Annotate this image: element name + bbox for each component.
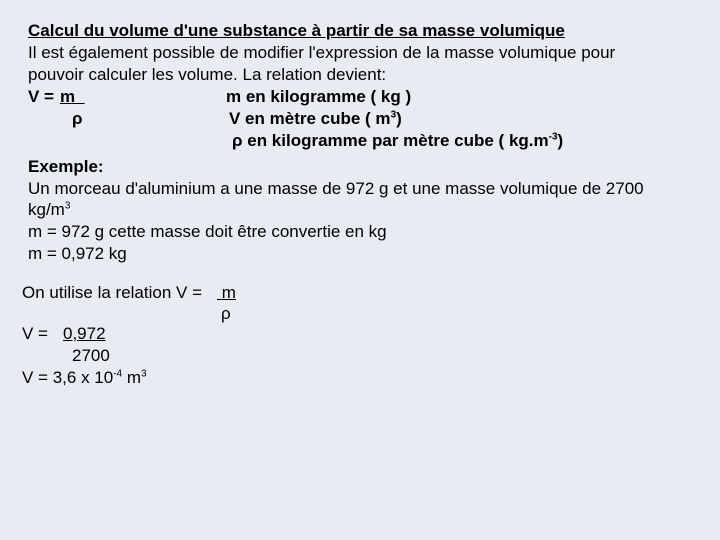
example-line-2 xyxy=(28,200,70,220)
definition-rho-suffix: ) xyxy=(557,131,564,150)
definition-v xyxy=(229,109,402,129)
page-title: Calcul du volume d'une substance à partir de sa masse volumique xyxy=(28,21,565,40)
relation-text: On utilise la relation V = xyxy=(22,283,203,302)
step-numerator: 0,972 xyxy=(63,324,106,343)
intro-line-2: pouvoir calculer les volume. La relation devient: xyxy=(28,65,387,84)
example-line-1: Un morceau d'aluminium a une masse de 972 g et une masse volumique de 2700 xyxy=(28,179,644,198)
definition-rho-text: ρ en kilogramme par mètre cube ( kg.m xyxy=(232,131,549,150)
result xyxy=(22,368,147,388)
result-exponent: -4 xyxy=(113,368,123,380)
example-line-2-text: kg/m xyxy=(28,200,65,219)
definition-m: m en kilogramme ( kg ) xyxy=(226,87,412,106)
example-line-4: m = 0,972 kg xyxy=(28,244,127,263)
example-heading: Exemple: xyxy=(28,157,104,176)
example-line-2-exponent: 3 xyxy=(64,200,71,212)
step-denominator: 2700 xyxy=(72,346,110,365)
result-unit-exponent: 3 xyxy=(141,368,147,380)
definition-v-exponent: 3 xyxy=(390,109,397,121)
step-lhs: V = xyxy=(22,324,48,343)
definition-rho-exponent: -3 xyxy=(548,131,558,143)
example-line-3: m = 972 g cette masse doit être convertie en kg xyxy=(28,222,387,241)
relation-numerator xyxy=(217,283,236,303)
intro-line-1: Il est également possible de modifier l'expression de la masse volumique pour xyxy=(28,43,616,62)
relation-numerator-text: m xyxy=(221,283,236,302)
definition-v-text: V en mètre cube ( m xyxy=(229,109,391,128)
formula-lhs: V = xyxy=(28,87,54,106)
formula-denominator: ρ xyxy=(72,109,83,128)
result-unit: m xyxy=(122,368,141,387)
definition-v-suffix: ) xyxy=(396,109,402,128)
result-text: V = 3,6 x 10 xyxy=(22,368,114,387)
formula-numerator-text: m xyxy=(60,87,76,106)
relation-denominator: ρ xyxy=(221,304,231,323)
formula-numerator xyxy=(60,87,86,107)
definition-rho xyxy=(232,131,563,151)
